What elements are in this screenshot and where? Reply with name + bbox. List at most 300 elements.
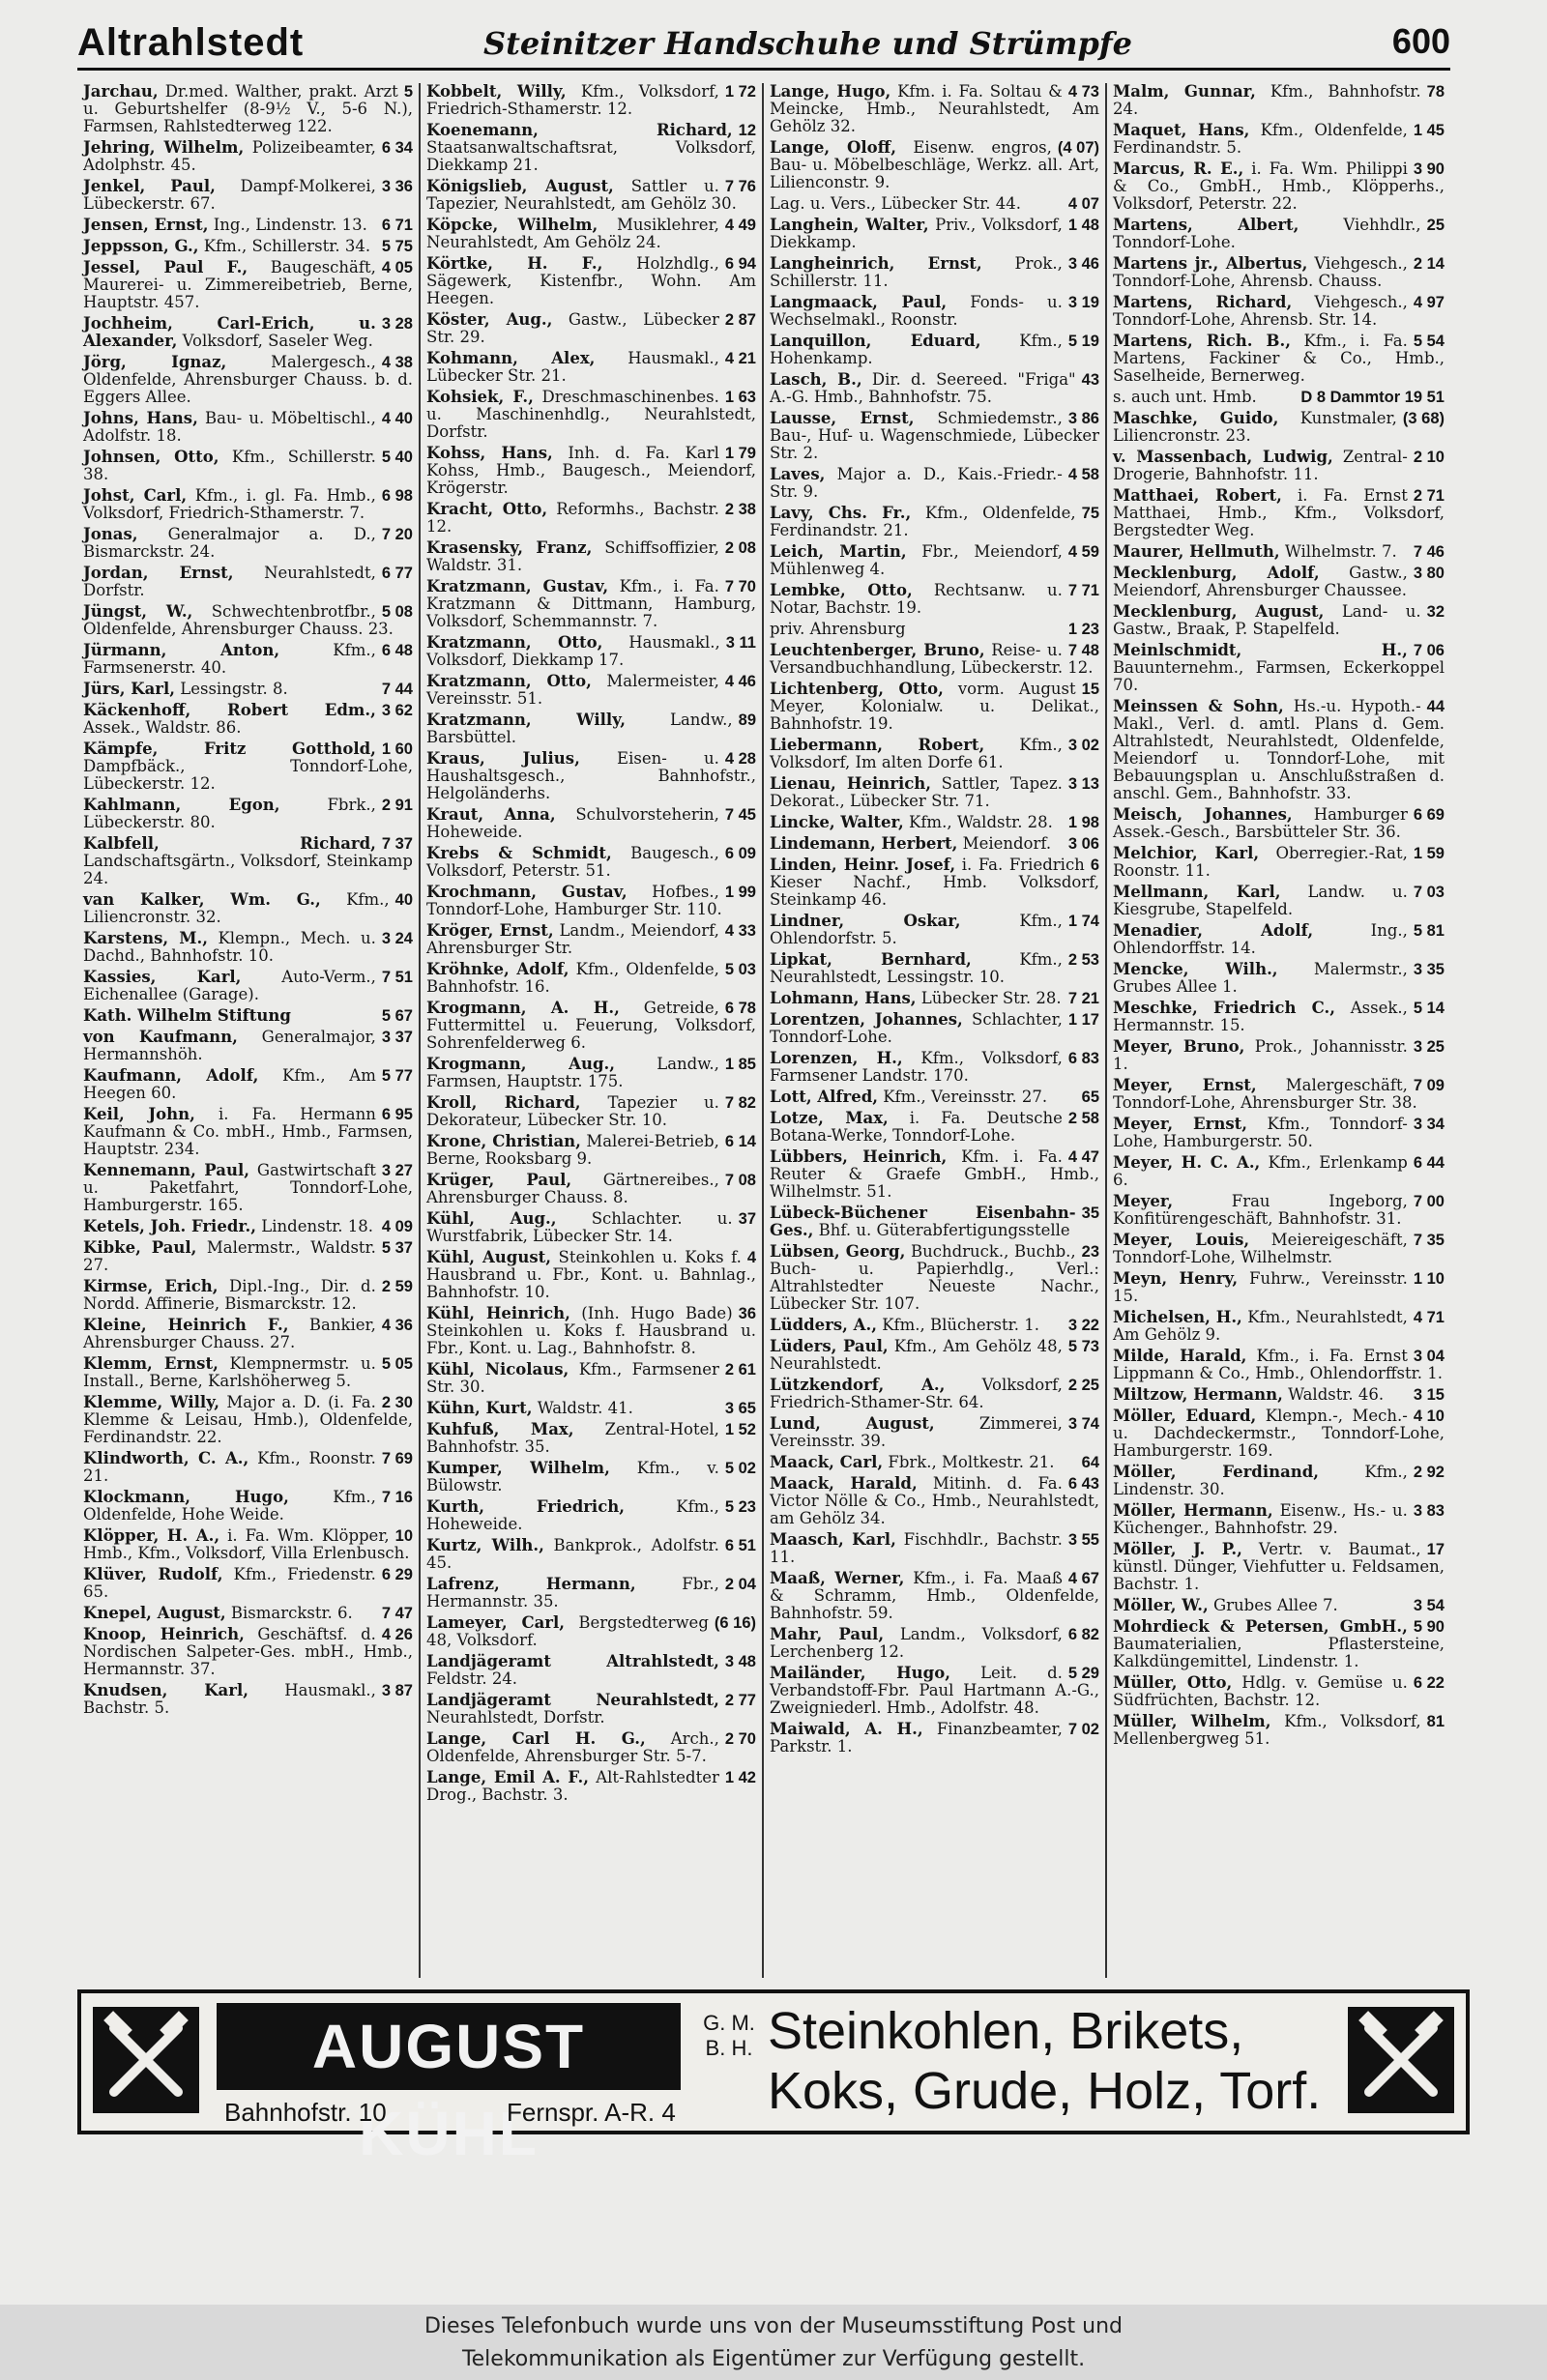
entry-details: Geschäftsf. d. Nordischen Salpeter-Ges. mbH., Hmb., Hermannstr. 37. xyxy=(83,1625,413,1678)
entry-phone: 7 02 xyxy=(1067,1721,1099,1738)
entry-details: Prok., Johannisstr. 1. xyxy=(1113,1037,1408,1073)
entry-phone: 1 42 xyxy=(724,1769,756,1786)
entry-details: Kfm., Oldenfelde, Ferdinandstr. 5. xyxy=(1113,121,1408,157)
entry-name: Langhein, Walter, xyxy=(770,216,929,234)
entry-details: Staatsanwaltschaftsrat, Volksdorf, Diekkamp 21. xyxy=(426,138,756,174)
listing-entry xyxy=(426,501,756,536)
entry-phone: 6 71 xyxy=(381,217,413,234)
entry-phone: 7 37 xyxy=(381,835,413,853)
entry-details: Fuhrw., Vereinsstr. 15. xyxy=(1113,1269,1408,1305)
entry-name: Meyer, Ernst, xyxy=(1113,1115,1247,1133)
listing-entry xyxy=(1113,122,1445,157)
entry-phone: 2 71 xyxy=(1413,487,1445,505)
entry-details: Schiffsoffizier, Waldstr. 31. xyxy=(426,538,719,574)
entry-details: Lag. u. Vers., Lübecker Str. 44. xyxy=(770,194,1022,213)
entry-phone: 2 04 xyxy=(724,1576,756,1593)
entry-name: Krüger, Paul, xyxy=(426,1171,572,1189)
listing-entry xyxy=(426,311,756,346)
entry-details: Sattler, Tapez. Dekorat., Lübecker Str. 71. xyxy=(770,774,1063,810)
listing-entry xyxy=(1113,333,1445,385)
entry-details: Landw., Farmsen, Hauptstr. 175. xyxy=(426,1055,719,1090)
entry-name: Ketels, Joh. Friedr., xyxy=(83,1217,257,1235)
listing-entry xyxy=(1113,1597,1445,1614)
listing-entry xyxy=(770,990,1099,1007)
entry-details: Baugeschäft, Maurerei- u. Zimmereibetrieb, Berne, Hauptstr. 457. xyxy=(83,258,413,311)
listing-entry xyxy=(426,884,756,918)
entry-phone: 5 19 xyxy=(1067,333,1099,350)
entry-name: Jörg, Ignaz, xyxy=(83,353,227,371)
entry-name: Landjägeramt Altrahlstedt, xyxy=(426,1652,719,1670)
page-header xyxy=(77,21,1450,71)
entry-name: Lafrenz, Hermann, xyxy=(426,1575,636,1593)
listing-entry xyxy=(770,139,1099,191)
entry-phone: 7 09 xyxy=(1413,1077,1445,1094)
entry-phone: 5 23 xyxy=(724,1498,756,1516)
entry-details: Malergesch., Oldenfelde, Ahrensburger Chauss. b. d. Eggers Allee. xyxy=(83,353,413,406)
listing-entry xyxy=(770,814,1099,831)
entry-phone: 2 14 xyxy=(1413,255,1445,273)
entry-phone: 7 47 xyxy=(381,1605,413,1622)
listing-entry xyxy=(1113,1232,1445,1266)
listing-entry xyxy=(426,1692,756,1727)
entry-phone: 6 77 xyxy=(381,565,413,582)
entry-details: Schwechtenbrotfbr., Oldenfelde, Ahrensburger Chauss. 23. xyxy=(83,602,394,638)
listing-entry xyxy=(770,294,1099,329)
entry-details: Feldstr. 24. xyxy=(426,1669,518,1688)
entry-name: Jehring, Wilhelm, xyxy=(83,138,245,157)
entry-name: Meyer, Louis, xyxy=(1113,1231,1250,1249)
entry-name: Lipkat, Bernhard, xyxy=(770,950,972,969)
listing-entry xyxy=(83,1682,413,1717)
entry-details: Kfm., Bahnhofstr. 24. xyxy=(1113,83,1421,118)
entry-details: Rechtsanw. u. Notar, Bachstr. 19. xyxy=(770,581,1063,617)
listing-entry xyxy=(83,1355,413,1390)
entry-details: Malergeschäft, Tonndorf-Lohe, Ahrensburger Str. 38. xyxy=(1113,1076,1417,1112)
entry-phone: 5 77 xyxy=(381,1067,413,1085)
entry-phone: 5 29 xyxy=(1067,1665,1099,1682)
listing-entry xyxy=(1113,642,1445,694)
listing-entry xyxy=(1113,1116,1445,1150)
entry-name: Möller, Ferdinand, xyxy=(1113,1463,1320,1481)
listing-entry xyxy=(426,389,756,441)
listing-entry xyxy=(770,856,1099,909)
entry-name: Maschke, Guido, xyxy=(1113,409,1279,427)
entry-details: Eisen- u. Haushaltsgesch., Bahnhofstr., Helgoländerhs. xyxy=(426,749,756,802)
entry-phone: 1 98 xyxy=(1067,814,1099,831)
listing-entry xyxy=(770,1721,1099,1756)
listing-entry xyxy=(770,255,1099,290)
entry-name: Laves, xyxy=(770,465,826,483)
entry-phone: 7 69 xyxy=(381,1450,413,1467)
entry-name: Lavy, Chs. Fr., xyxy=(770,504,912,522)
listing-entry xyxy=(1113,1270,1445,1305)
listing-entry xyxy=(426,806,756,841)
ad-phone: Fernspr. A-R. 4 xyxy=(507,2098,676,2127)
entry-phone: 3 28 xyxy=(381,315,413,333)
entry-details: Malermstr., Grubes Allee 1. xyxy=(1113,960,1408,996)
entry-details: Kfm., Oldenfelde, Bahnhofstr. 16. xyxy=(426,960,719,996)
entry-phone: 3 11 xyxy=(725,634,756,652)
entry-details: Lindenstr. 18. xyxy=(261,1217,373,1235)
listing-entry xyxy=(83,354,413,406)
listing-entry xyxy=(770,621,1099,638)
entry-name: van Kalker, Wm. G., xyxy=(83,890,321,909)
entry-details: Volksdorf, Friedrich-Sthamer-Str. 64. xyxy=(770,1376,1063,1411)
entry-phone: 35 xyxy=(1081,1205,1099,1222)
listing-entry xyxy=(426,1421,756,1456)
listing-entry xyxy=(426,350,756,385)
entry-phone: 6 43 xyxy=(1067,1475,1099,1493)
entry-phone: 81 xyxy=(1426,1713,1445,1730)
entry-name: Möller, Hermann, xyxy=(1113,1501,1273,1520)
listing-entry xyxy=(770,1415,1099,1450)
entry-phone: 4 59 xyxy=(1067,543,1099,561)
entry-name: Lohmann, Hans, xyxy=(770,989,917,1007)
listing-entry xyxy=(83,315,413,350)
entry-name: Keil, John, xyxy=(83,1105,195,1123)
listing-entry xyxy=(426,1056,756,1090)
entry-phone: 4 28 xyxy=(724,750,756,768)
listing-entry xyxy=(1113,1674,1445,1709)
listing-entry xyxy=(83,930,413,965)
listing-entry xyxy=(83,1106,413,1158)
listing-entry xyxy=(426,1769,756,1804)
entry-phone: 4 26 xyxy=(381,1626,413,1643)
district-title: Altrahlstedt xyxy=(77,21,305,64)
entry-phone: 1 74 xyxy=(1067,913,1099,930)
entry-name: Käckenhoff, Robert Edm., xyxy=(83,701,376,719)
listing-entry xyxy=(770,737,1099,771)
listing-entry xyxy=(83,1394,413,1446)
entry-details: Fbrk., Moltkestr. 21. xyxy=(888,1453,1055,1471)
listing-entry xyxy=(770,195,1099,213)
listing-entry xyxy=(1113,1618,1445,1670)
entry-details: Hausmakl., Bachstr. 5. xyxy=(83,1681,376,1717)
entry-details: Dr.med. Walther, prakt. Arzt u. Geburtshelfer (8-9½ V., 5-6 N.), Farmsen, Rahlstedterweg 122. xyxy=(83,83,413,135)
listing-entry xyxy=(426,750,756,802)
entry-name: Mailänder, Hugo, xyxy=(770,1664,950,1682)
entry-details: Alt-Rahlstedter Drog., Bachstr. 3. xyxy=(426,1768,719,1804)
entry-details: Kfm., Volksdorf, Im alten Dorfe 61. xyxy=(770,736,1063,771)
entry-details: Generalmajor, Hermannshöh. xyxy=(83,1028,376,1063)
entry-details: Bismarckstr. 6. xyxy=(230,1604,353,1622)
entry-name: Jürmann, Anton, xyxy=(83,641,280,659)
entry-phone: 3 46 xyxy=(1067,255,1099,273)
listing-entry xyxy=(1113,884,1445,918)
entry-details: Bankier, Ahrensburger Chauss. 27. xyxy=(83,1316,376,1351)
listing-entry xyxy=(1113,1541,1445,1593)
listing-entry xyxy=(83,1029,413,1063)
entry-phone: 1 48 xyxy=(1067,217,1099,234)
entry-phone: 1 23 xyxy=(1067,621,1099,638)
entry-name: v. Massenbach, Ludwig, xyxy=(1113,448,1333,466)
entry-name: Kohmann, Alex, xyxy=(426,349,596,367)
entry-phone: 7 16 xyxy=(381,1489,413,1506)
ad-products-line-2: Koks, Grude, Holz, Torf. xyxy=(768,2062,1322,2120)
entry-phone: 3 04 xyxy=(1413,1348,1445,1365)
entry-details: Inh. d. Fa. Karl Kohss, Hmb., Baugesch., Meiendorf, Krögerstr. xyxy=(426,444,756,497)
hammer-pick-icon xyxy=(1348,2007,1454,2113)
listing-entry xyxy=(426,1614,756,1649)
entry-name: Kleine, Heinrich F., xyxy=(83,1316,289,1334)
entry-details: Eisenw. engros, Bau- u. Möbelbeschläge, Werkz. all. Art, Lilienconstr. 9. xyxy=(770,138,1099,191)
listing-entry xyxy=(83,1218,413,1235)
entry-name: Körtke, H. F., xyxy=(426,254,603,273)
entry-phone: 1 79 xyxy=(724,445,756,462)
listing-entry xyxy=(426,255,756,307)
entry-details: Volksdorf, Saseler Weg. xyxy=(182,332,373,350)
entry-phone: 4 40 xyxy=(381,410,413,427)
listing-entry xyxy=(1113,217,1445,251)
listing-entry xyxy=(83,969,413,1003)
entry-phone: 3 19 xyxy=(1067,294,1099,311)
entry-name: Mecklenburg, August, xyxy=(1113,602,1325,621)
entry-details: Land- u. Gastw., Braak, P. Stapelfeld. xyxy=(1113,602,1421,638)
entry-details: Kfm., Volksdorf, Mellenbergweg 51. xyxy=(1113,1712,1421,1748)
entry-name: Kohsiek, F., xyxy=(426,388,534,406)
entry-phone: 3 74 xyxy=(1067,1415,1099,1433)
entry-phone: 7 03 xyxy=(1413,884,1445,901)
listing-entry xyxy=(83,797,413,831)
entry-name: Lübbers, Heinrich, xyxy=(770,1147,948,1166)
entry-name: Klemm, Ernst, xyxy=(83,1354,219,1373)
entry-name: Lange, Emil A. F., xyxy=(426,1768,589,1786)
entry-phone: 43 xyxy=(1081,371,1099,389)
listing-entry xyxy=(1113,410,1445,445)
entry-name: Königslieb, August, xyxy=(426,177,614,195)
entry-name: Martens, Rich. B., xyxy=(1113,332,1291,350)
entry-details: Kfm., Schillerstr. 34. xyxy=(203,237,371,255)
entry-details: Kfm., Farmsener Str. 30. xyxy=(426,1360,719,1396)
entry-name: Kühl, Nicolaus, xyxy=(426,1360,569,1379)
entry-details: Fonds- u. Wechselmakl., Roonstr. xyxy=(770,293,1063,329)
listing-entry xyxy=(426,1498,756,1533)
entry-name: Johst, Carl, xyxy=(83,486,188,505)
listing-entry xyxy=(83,702,413,737)
entry-details: Schlachter. u. Wurstfabrik, Lübecker Str. 14. xyxy=(426,1209,733,1245)
listing-entry xyxy=(770,1148,1099,1201)
listing-entry xyxy=(426,83,756,118)
entry-phone: 15 xyxy=(1081,681,1099,698)
entry-phone: 7 35 xyxy=(1413,1232,1445,1249)
entry-details: Malerei-Betrieb, Berne, Rooksbarg 9. xyxy=(426,1132,719,1168)
entry-phone: 6 22 xyxy=(1413,1674,1445,1692)
entry-name: Mellmann, Karl, xyxy=(1113,883,1281,901)
entry-phone: 40 xyxy=(394,891,413,909)
entry-details: Wilhelmstr. 7. xyxy=(1284,542,1397,561)
entry-phone: 23 xyxy=(1081,1243,1099,1261)
entry-phone: 7 08 xyxy=(724,1172,756,1189)
entry-details: Kfm., Farmsenerstr. 40. xyxy=(83,641,376,677)
entry-name: Meisch, Johannes, xyxy=(1113,805,1293,824)
entry-name: Maack, Carl, xyxy=(770,1453,884,1471)
entry-phone: 1 52 xyxy=(724,1421,756,1438)
entry-name: Kohss, Hans, xyxy=(426,444,553,462)
entry-name: Kratzmann, Gustav, xyxy=(426,577,609,595)
entry-phone: 12 xyxy=(738,122,756,139)
entry-details: Kfm., i. Fa. Ernst Lippmann & Co., Hmb., Ohlendorffstr. 1. xyxy=(1113,1347,1443,1382)
listing-entry xyxy=(426,1210,756,1245)
entry-phone: 1 59 xyxy=(1413,845,1445,862)
listing-entry xyxy=(770,951,1099,986)
entry-details: Kfm., i. gl. Fa. Hmb., Volksdorf, Friedrich-Sthamerstr. 7. xyxy=(83,486,376,522)
listing-entry xyxy=(426,539,756,574)
entry-name: Lund, August, xyxy=(770,1414,935,1433)
entry-name: Kämpfe, Fritz Gotthold, xyxy=(83,740,376,758)
listing-entry xyxy=(83,1067,413,1102)
listing-entry xyxy=(83,449,413,483)
hammer-pick-icon xyxy=(93,2007,199,2113)
entry-details: Kfm., Roonstr. 21. xyxy=(83,1449,376,1485)
entry-phone: 3 15 xyxy=(1413,1386,1445,1404)
entry-phone: (6 16) xyxy=(714,1614,756,1632)
listing-entry xyxy=(426,1537,756,1572)
entry-name: Lindemann, Herbert, xyxy=(770,834,958,853)
entry-details: Hausmakl., Lübecker Str. 21. xyxy=(426,349,719,385)
entry-details: Lessingstr. 8. xyxy=(180,680,288,698)
entry-phone: 2 70 xyxy=(724,1730,756,1748)
entry-details: Kfm., i. Fa. Kratzmann & Dittmann, Hamburg, Volksdorf, Schemmannstr. 7. xyxy=(426,577,756,630)
entry-details: Major a. D., Kais.-Friedr.-Str. 9. xyxy=(770,465,1063,501)
listing-entry xyxy=(426,711,756,746)
listing-entry xyxy=(1113,1193,1445,1228)
entry-details: Dipl.-Ing., Dir. d. Nordd. Affinerie, Bismarckstr. 12. xyxy=(83,1277,376,1313)
entry-name: Miltzow, Hermann, xyxy=(1113,1385,1283,1404)
entry-name: Michelsen, H., xyxy=(1113,1308,1242,1326)
entry-phone: 78 xyxy=(1426,83,1445,101)
listing-entry xyxy=(770,83,1099,135)
entry-details: Bau- u. Möbeltischl., Adolfstr. 18. xyxy=(83,409,376,445)
listing-entry xyxy=(770,371,1099,406)
listing-entry xyxy=(83,565,413,599)
entry-phone: 6 29 xyxy=(381,1566,413,1583)
entry-details: Priv., Volksdorf, Diekkamp. xyxy=(770,216,1063,251)
entry-name: Lübeck-Büchener Eisenbahn-Ges., xyxy=(770,1204,1076,1239)
entry-name: Jochheim, Carl-Erich, u. Alexander, xyxy=(83,314,376,350)
entry-name: Jenkel, Paul, xyxy=(83,177,216,195)
entry-name: Lange, Carl H. G., xyxy=(426,1729,646,1748)
listing-entry xyxy=(83,238,413,255)
listing-entry xyxy=(1113,1348,1445,1382)
entry-phone: 6 95 xyxy=(381,1106,413,1123)
entry-name: Lott, Alfred, xyxy=(770,1088,878,1106)
entry-phone: 3 65 xyxy=(724,1400,756,1417)
entry-name: Maurer, Hellmuth, xyxy=(1113,542,1280,561)
listing-entry xyxy=(770,217,1099,251)
entry-details: Gastw., Lübecker Str. 29. xyxy=(426,310,719,346)
entry-phone: 7 46 xyxy=(1413,543,1445,561)
entry-details: Kfm., Tonndorf-Lohe, Hamburgerstr. 50. xyxy=(1113,1115,1408,1150)
listing-entry xyxy=(83,1162,413,1214)
entry-name: Köpcke, Wilhelm, xyxy=(426,216,598,234)
entry-phone: 1 63 xyxy=(724,389,756,406)
entry-name: Lincke, Walter, xyxy=(770,813,904,831)
ad-street: Bahnhofstr. 10 xyxy=(224,2098,387,2127)
listing-entry xyxy=(83,259,413,311)
entry-details: Schulvorsteherin, Hoheweide. xyxy=(426,805,719,841)
entry-name: Lotze, Max, xyxy=(770,1109,889,1127)
entry-details: Fbr., Meiendorf, Mühlenweg 4. xyxy=(770,542,1063,578)
entry-name: Lützkendorf, A., xyxy=(770,1376,946,1394)
entry-phone: 2 38 xyxy=(724,501,756,518)
entry-name: Martens jr., Albertus, xyxy=(1113,254,1308,273)
entry-name: Lichtenberg, Otto, xyxy=(770,680,944,698)
entry-details: Eisenw., Hs.- u. Küchenger., Bahnhofstr. 29. xyxy=(1113,1501,1408,1537)
entry-details: Finanzbeamter, Parkstr. 1. xyxy=(770,1720,1063,1756)
listing-entry xyxy=(770,1338,1099,1373)
entry-phone: 6 xyxy=(1090,856,1099,874)
entry-phone: 3 27 xyxy=(381,1162,413,1179)
entry-phone: 1 99 xyxy=(724,884,756,901)
listing-entry xyxy=(1113,806,1445,841)
listing-entry xyxy=(770,1377,1099,1411)
listing-entry xyxy=(770,1011,1099,1046)
entry-phone: 3 90 xyxy=(1413,160,1445,178)
entry-details: Kfm., Vereinsstr. 27. xyxy=(883,1088,1048,1106)
listing-entry xyxy=(426,217,756,251)
entry-name: Krebs & Schmidt, xyxy=(426,844,612,862)
entry-details: Kfm., i. Fa. Maaß & Schramm, Hmb., Oldenfelde, Bahnhofstr. 59. xyxy=(770,1569,1099,1622)
entry-phone: 2 92 xyxy=(1413,1464,1445,1481)
entry-phone: 3 83 xyxy=(1413,1502,1445,1520)
entry-phone: 3 24 xyxy=(381,930,413,947)
entry-details: Viehhdlr., Tonndorf-Lohe. xyxy=(1113,216,1421,251)
entry-name: Meyer, H. C. A., xyxy=(1113,1153,1261,1172)
listing-entry xyxy=(83,526,413,561)
entry-phone: 5 05 xyxy=(381,1355,413,1373)
entry-details: Waldstr. 41. xyxy=(537,1399,633,1417)
listing-entry xyxy=(1113,1408,1445,1460)
entry-phone: 1 85 xyxy=(724,1056,756,1073)
listing-entry xyxy=(770,1050,1099,1085)
entry-details: Kfm., Volksdorf, Friedrich-Sthamerstr. 12. xyxy=(426,83,719,118)
footer-line-2: Telekommunikation als Eigentümer zur Verfügung gestellt. xyxy=(461,2347,1086,2371)
entry-phone: 7 06 xyxy=(1413,642,1445,659)
entry-name: Knoop, Heinrich, xyxy=(83,1625,245,1643)
listing-entry xyxy=(1113,1713,1445,1748)
entry-name: Müller, Wilhelm, xyxy=(1113,1712,1271,1730)
entry-name: Johns, Hans, xyxy=(83,409,198,427)
listing-entry xyxy=(1113,389,1445,406)
entry-phone: 4 47 xyxy=(1067,1148,1099,1166)
entry-phone: 4 46 xyxy=(724,673,756,690)
entry-details: Landw. u. Kiesgrube, Stapelfeld. xyxy=(1113,883,1408,918)
entry-name: Kühl, August, xyxy=(426,1248,551,1266)
entry-phone: 6 78 xyxy=(724,1000,756,1017)
entry-phone: 6 98 xyxy=(381,487,413,505)
entry-name: Müller, Otto, xyxy=(1113,1673,1233,1692)
listing-entry xyxy=(770,410,1099,462)
entry-details: Kfm. i. Fa. Reuter & Graefe GmbH., Hmb., Wilhelmstr. 51. xyxy=(770,1147,1099,1201)
entry-phone: 2 59 xyxy=(381,1278,413,1295)
entry-name: Klöpper, H. A., xyxy=(83,1526,220,1545)
entry-details: Reformhs., Bachstr. 12. xyxy=(426,500,719,536)
entry-details: Assek., Waldstr. 86. xyxy=(83,718,242,737)
entry-details: Hs.-u. Hypoth.-Makl., Verl. d. amtl. Plans d. Gem. Altrahlstedt, Neurahlstedt, Oldenfelde, Meiendorf u. Tonndorf-Lohe, mit Bebauungsplan u. Anschlußstraßen d. anschl. Gem., Bahnhofstr. 33. xyxy=(1113,697,1445,802)
entry-details: Kfm., Blücherstr. 1. xyxy=(882,1316,1039,1334)
entry-name: Milde, Harald, xyxy=(1113,1347,1247,1365)
entry-phone: 6 09 xyxy=(724,845,756,862)
entry-phone: 2 10 xyxy=(1413,449,1445,466)
entry-name: Kröhnke, Adolf, xyxy=(426,960,569,978)
entry-details: Klempn., Mech. u. Dachd., Bahnhofstr. 10. xyxy=(83,929,376,965)
entry-phone: 6 14 xyxy=(724,1133,756,1150)
entry-details: vorm. August Meyer, Kolonialw. u. Delikat., Bahnhofstr. 19. xyxy=(770,680,1099,733)
listing-entry xyxy=(1113,83,1445,118)
listing-entry xyxy=(83,1489,413,1524)
header-banner: Steinitzer Handschuhe und Strümpfe xyxy=(483,25,1132,62)
listing-entry xyxy=(83,1626,413,1678)
